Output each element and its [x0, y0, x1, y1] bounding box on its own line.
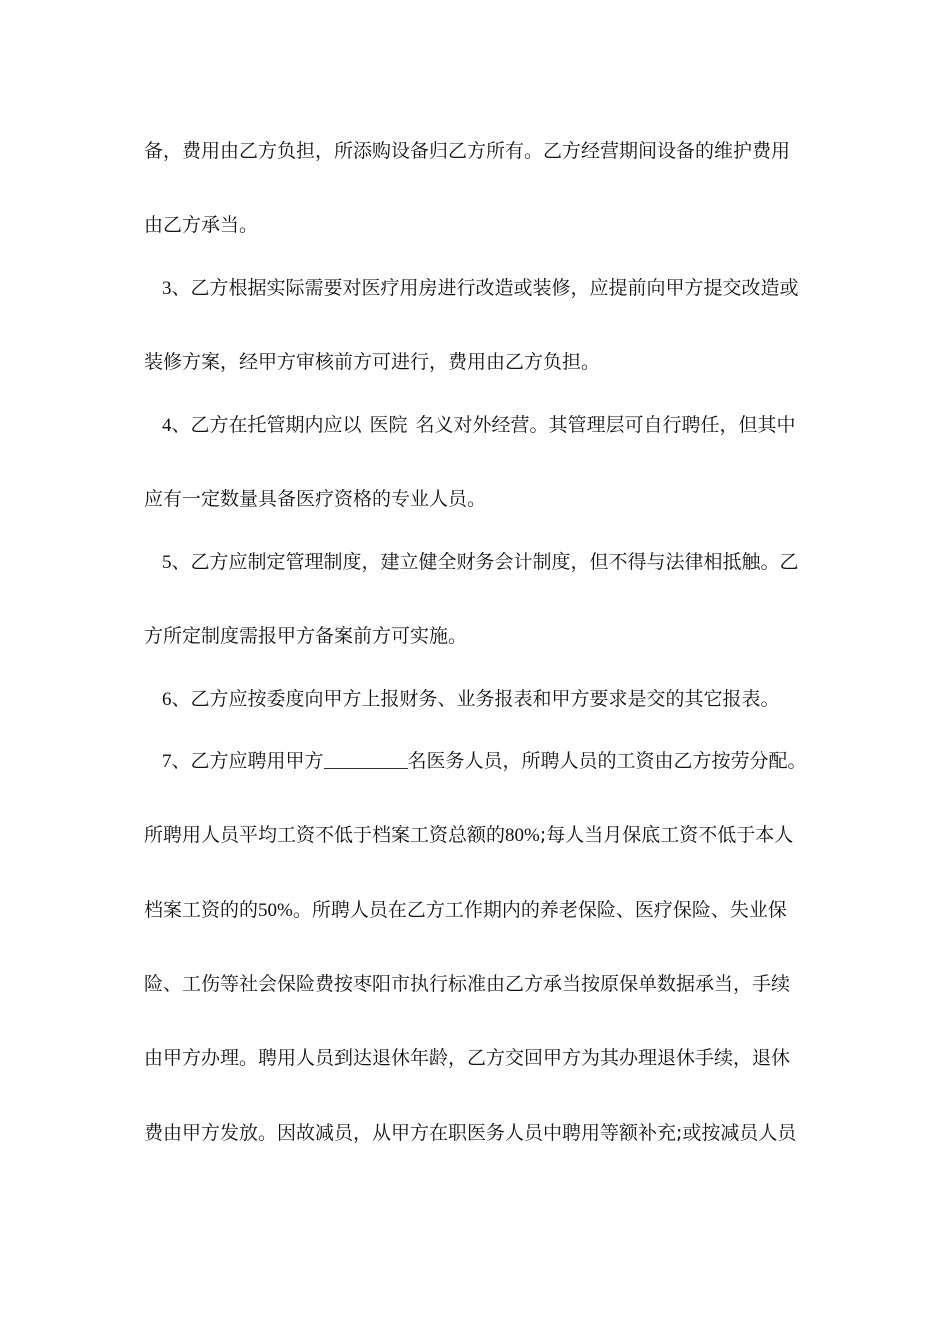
text-segment: 、乙方应制定管理制度，建立健全财务会计制度，但不得与法律相抵触。乙 — [171, 551, 799, 573]
item-number: 6 — [162, 689, 172, 710]
text-line — [144, 487, 814, 511]
text-segment: 档案工资的的 — [144, 899, 259, 921]
text-segment: 险、工伤等社会保险费按枣阳市执行标准由乙方承当按原保单数据承当，手续 — [144, 973, 791, 995]
text-segment: 装修方案，经甲方审核前方可进行，费用由乙方负担。 — [144, 351, 601, 373]
text-segment: 、乙方应按委度向甲方上报财务、业务报表和甲方要求是交的其它报表。 — [171, 688, 780, 710]
text-segment: 备，费用由乙方负担，所添购设备归乙方所有。乙方经营期间设备的维护费用 — [144, 140, 791, 162]
item-number: 3 — [162, 278, 172, 299]
text-segment: 应有一定数量具备医疗资格的专业人员。 — [144, 488, 487, 510]
text-segment: 医院 — [369, 414, 408, 436]
text-segment: 费由甲方发放。因故减员，从甲方在职医务人员中聘用等额补充 — [144, 1122, 677, 1144]
text-segment: 由乙方承当。 — [144, 214, 259, 236]
text-line — [144, 823, 814, 848]
fill-in-blank — [324, 750, 408, 769]
text-line — [162, 550, 832, 575]
text-line — [144, 1121, 814, 1145]
text-segment: 名义对外经营。其管理层可自行聘任，但其中 — [415, 414, 796, 436]
text-segment: 所聘用人员平均工资不低于档案工资总额的 — [144, 824, 506, 846]
text-segment: 、乙方根据实际需要对医疗用房进行改造或装修，应提前向甲方提交改造或 — [171, 277, 799, 299]
text-segment: 、乙方应聘用甲方 — [171, 750, 324, 772]
text-line — [144, 139, 814, 163]
percent-value: 50% — [258, 900, 293, 921]
item-number: 4 — [162, 415, 172, 436]
text-line — [144, 350, 814, 374]
percent-value: 80% — [505, 825, 540, 846]
text-line — [144, 972, 814, 996]
text-line — [144, 624, 814, 648]
text-segment: ;或按减员人员 — [676, 1122, 797, 1144]
text-segment: 、乙方在托管期内应以 — [171, 414, 362, 436]
text-segment: 方所定制度需报甲方备案前方可实施。 — [144, 625, 468, 647]
text-segment: 由甲方办理。聘用人员到达退休年龄，乙方交回甲方为其办理退休手续，退休 — [144, 1047, 791, 1069]
text-line — [162, 687, 832, 712]
text-line — [144, 1046, 814, 1070]
text-line — [162, 276, 832, 301]
text-segment: 名医务人员，所聘人员的工资由乙方按劳分配。 — [407, 750, 807, 772]
text-line — [144, 898, 814, 923]
item-number: 7 — [162, 751, 172, 772]
text-segment: 。所聘人员在乙方工作期内的养老保险、医疗保险、失业保 — [292, 899, 787, 921]
text-segment: ;每人当月保底工资不低于本人 — [539, 824, 794, 846]
text-line — [162, 749, 832, 774]
text-line — [162, 413, 832, 438]
text-line — [144, 213, 814, 237]
item-number: 5 — [162, 552, 172, 573]
